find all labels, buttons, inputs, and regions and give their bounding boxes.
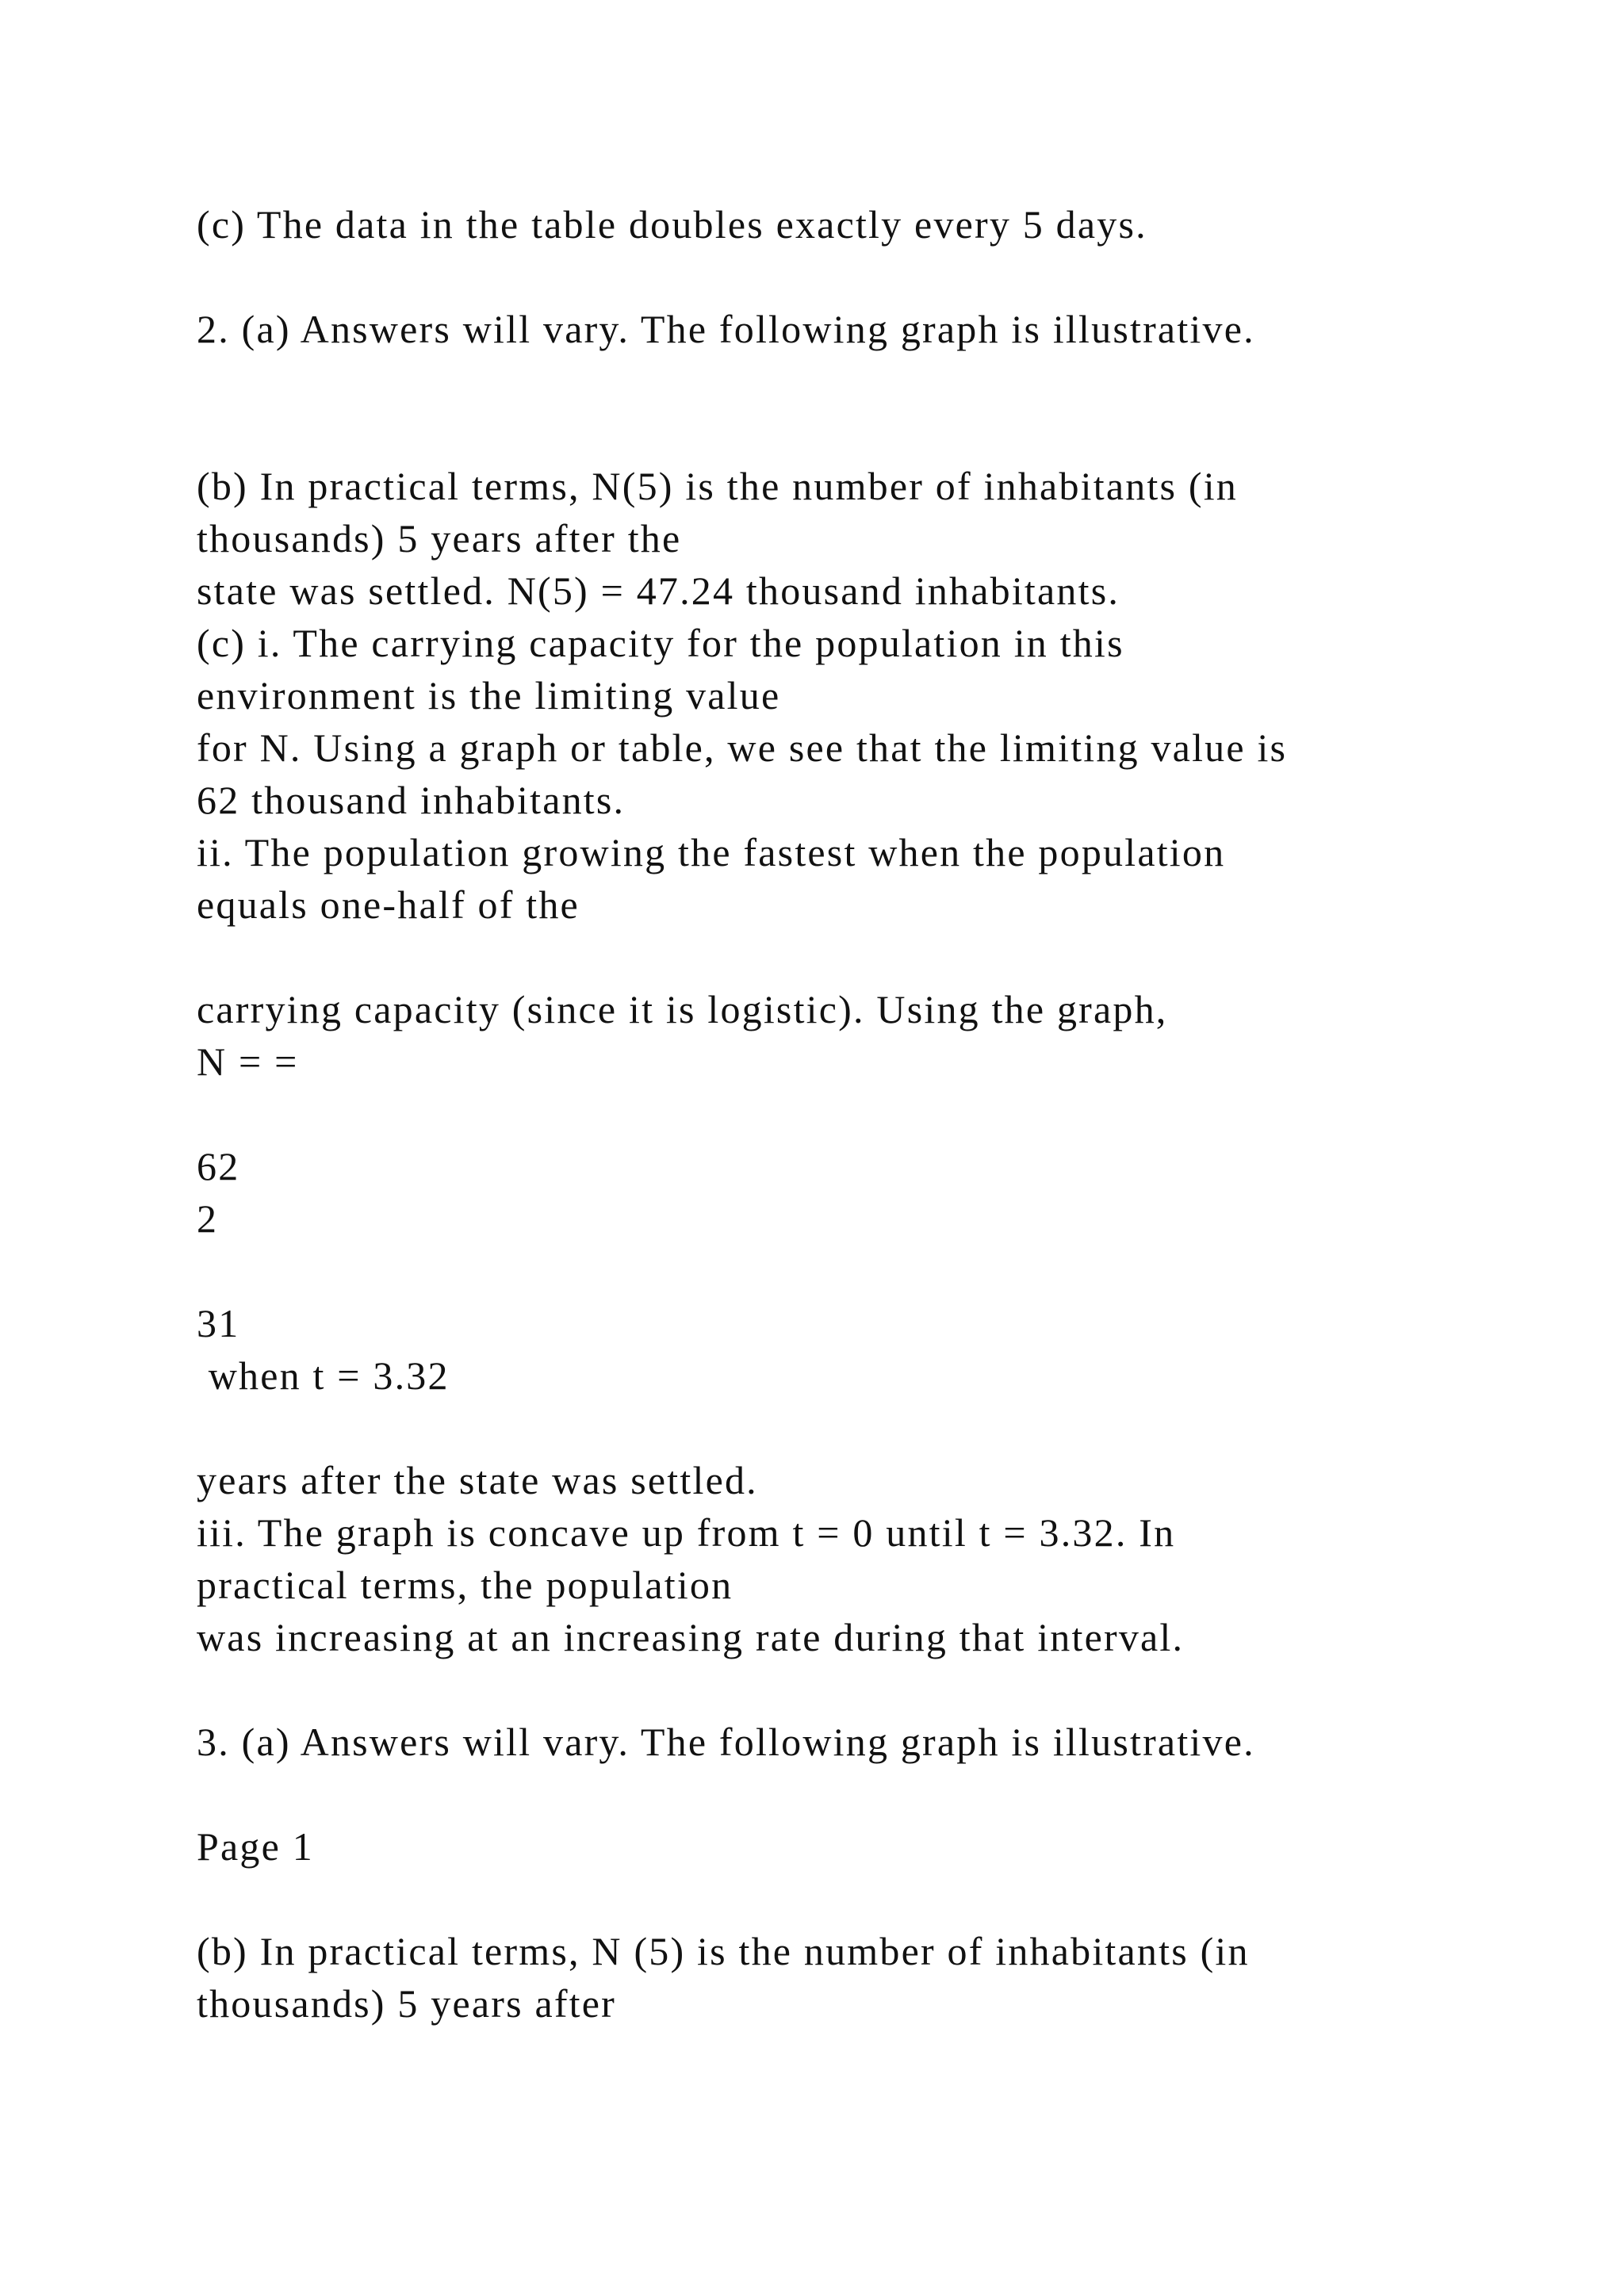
text-line: thousands) 5 years after the: [197, 516, 682, 561]
text-line: environment is the limiting value: [197, 673, 781, 718]
text-line: practical terms, the population: [197, 1563, 733, 1607]
text-line: ii. The population growing the fastest when the population: [197, 830, 1226, 874]
text-line: when t = 3.32: [197, 1353, 450, 1398]
text-line: 2: [197, 1196, 219, 1241]
text-line: (b) In practical terms, N(5) is the number of inhabitants (in: [197, 464, 1239, 508]
text-line: equals one-half of the: [197, 882, 580, 927]
text-line: 31: [197, 1301, 240, 1345]
text-line: N = =: [197, 1039, 299, 1084]
text-line: 62 thousand inhabitants.: [197, 778, 626, 822]
text-line: years after the state was settled.: [197, 1458, 758, 1502]
text-line: (c) The data in the table doubles exactly every 5 days.: [197, 202, 1147, 247]
page-number: Page 1: [197, 1824, 314, 1869]
text-line: (c) i. The carrying capacity for the population in this: [197, 621, 1124, 665]
text-line: carrying capacity (since it is logistic). Using the graph,: [197, 987, 1168, 1031]
text-line: (b) In practical terms, N (5) is the number of inhabitants (in: [197, 1929, 1250, 1973]
text-line: thousands) 5 years after: [197, 1981, 617, 2026]
text-line: was increasing at an increasing rate during that interval.: [197, 1615, 1185, 1659]
text-line: state was settled. N(5) = 47.24 thousand inhabitants.: [197, 568, 1120, 613]
text-line: 2. (a) Answers will vary. The following graph is illustrative.: [197, 307, 1255, 351]
text-line: for N. Using a graph or table, we see that the limiting value is: [197, 725, 1288, 770]
text-line: 62: [197, 1144, 240, 1188]
text-line: iii. The graph is concave up from t = 0 until t = 3.32. In: [197, 1510, 1176, 1555]
text-line: 3. (a) Answers will vary. The following graph is illustrative.: [197, 1720, 1255, 1764]
